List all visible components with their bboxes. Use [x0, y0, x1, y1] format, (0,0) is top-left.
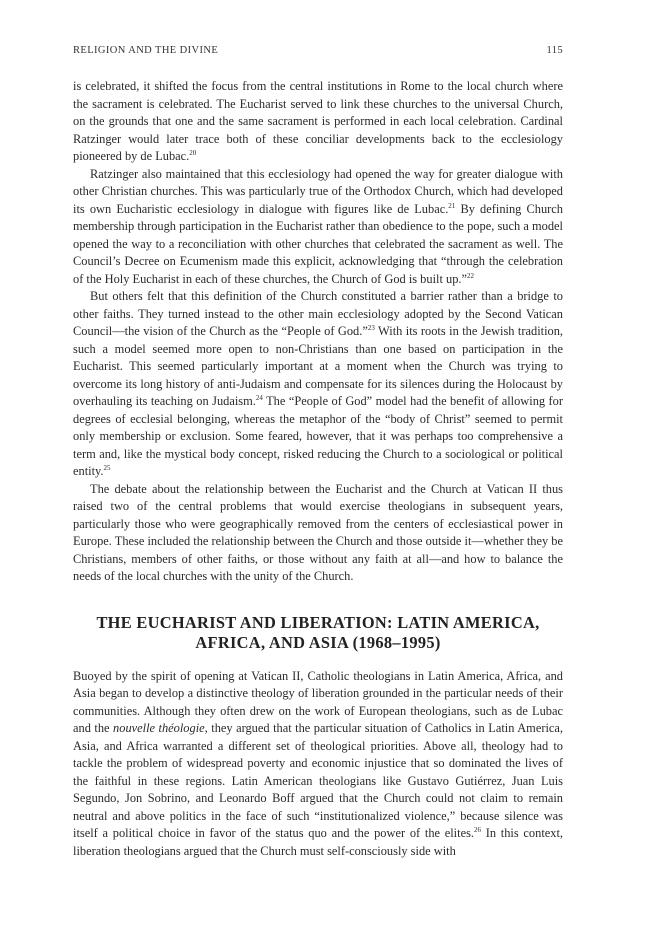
- paragraph: is celebrated, it shifted the focus from the central institutions in Rome to the local church where the sacrament is celebrated. The Eucharist served to link these churches to the universal Church, on the grounds that one and the same sacrament is performed in each local celebration. Cardinal Ratzinger would later trace both of these conciliar developments back to the ecclesiology pioneered by de Lubac.$^{20}$: [73, 79, 563, 163]
- footnote-marker: 22: [466, 271, 474, 280]
- footnote-marker: 25: [103, 464, 111, 472]
- footnote-marker: 23: [367, 324, 375, 332]
- section-heading-line-1: THE EUCHARIST AND LIBERATION: LATIN AMERICA,: [96, 612, 540, 632]
- running-head: RELIGION AND THE DIVINE: [73, 45, 219, 56]
- footnote-marker: 20: [189, 149, 197, 157]
- page-number: 115: [546, 45, 563, 56]
- paragraphs-before-section: [73, 78, 563, 586]
- section-heading: [73, 613, 563, 653]
- page-header: [73, 45, 563, 63]
- paragraph: Ratzinger also maintained that this ecclesiology had opened the way for greater dialogue with other Christian churches. This was particularly true of the Orthodox Church, which had developed its own Eucharistic ecclesiology in dialogue with figures like de Lubac.$^{21}$ By defining Church membership through participation in the Eucharist rather than obedience to the pope, such a model opened the way to a reconciliation with other churches that celebrated the sacrament as well. The Council’s Decree on Ecumenism made this explicit, acknowledging that “through the celebration of the Holy Eucharist in each of these churches, the Church of God is built up.”$^{22}$: [73, 166, 563, 286]
- italic-term: nouvelle théologie: [113, 721, 205, 735]
- paragraph: The debate about the relationship between the Eucharist and the Church at Vatican II thus raised two of the central problems that would exercise theologians in subsequent years, particularly those who were geographically removed from the centers of ecclesiastical power in Europe. These included the relationship between the Church and those outside it—whether they be Christians, members of other faiths, or those without any faith at all—and how to balance the needs of the local churches with the unity of the Church.: [73, 481, 563, 583]
- footnote-marker: 26: [474, 826, 481, 834]
- paragraph: Buoyed by the spirit of opening at Vatican II, Catholic theologians in Latin America, Africa, and Asia began to develop a distinctive theology of liberation grounded in the particular needs of their communities. Although they often drew on the work of European theologians, such as de Lubac and the nouvelle théologie, they argued that the particular situation of Catholics in Latin America, Asia, and Africa warranted a different set of theological priorities. Above all, theology had to tackle the problem of widespread poverty and economic injustice that so dominated the lives of the faithful in these regions. Latin American theologians like Gustavo Gutiérrez, Juan Luis Segundo, Jon Sobrino, and Leonardo Boff argued that the Church could not claim to remain neutral and above politics in the face of such “institutionalized violence,” because silence was itself a political choice in favor of the status quo and the power of the elites.$^{26}$ In this context, liberation theologians argued that the Church must self-consciously side with: [73, 668, 563, 858]
- footnote-marker: 24: [255, 394, 263, 402]
- body-text: [73, 78, 563, 860]
- section-heading-line-2: AFRICA, AND ASIA (1968–1995): [195, 632, 441, 652]
- paragraphs-after-section: [73, 668, 563, 861]
- paragraph: But others felt that this definition of the Church constituted a barrier rather than a bridge to other faiths. They turned instead to the other main ecclesiology adopted by the Second Vatican Council—the vision of the Church as the “People of God.”$^{23}$ With its roots in the Jewish tradition, such a model seemed more open to non-Christians than one based on participation in the Eucharist. This seemed particularly important at a moment when the Church was trying to overcome its long history of anti-Judaism and compensate for its silences during the Holocaust by overhauling its teaching on Judaism.$^{24}$ The “People of God” model had the benefit of allowing for degrees of ecclesial belonging, whereas the metaphor of the “body of Christ” seemed to permit only membership or exclusion. Some feared, however, that it was perhaps too comprehensive a term and, like the mystical body concept, risked reducing the Church to a sociological or political entity.$^{25}$: [73, 289, 564, 478]
- footnote-marker: 21: [448, 201, 456, 210]
